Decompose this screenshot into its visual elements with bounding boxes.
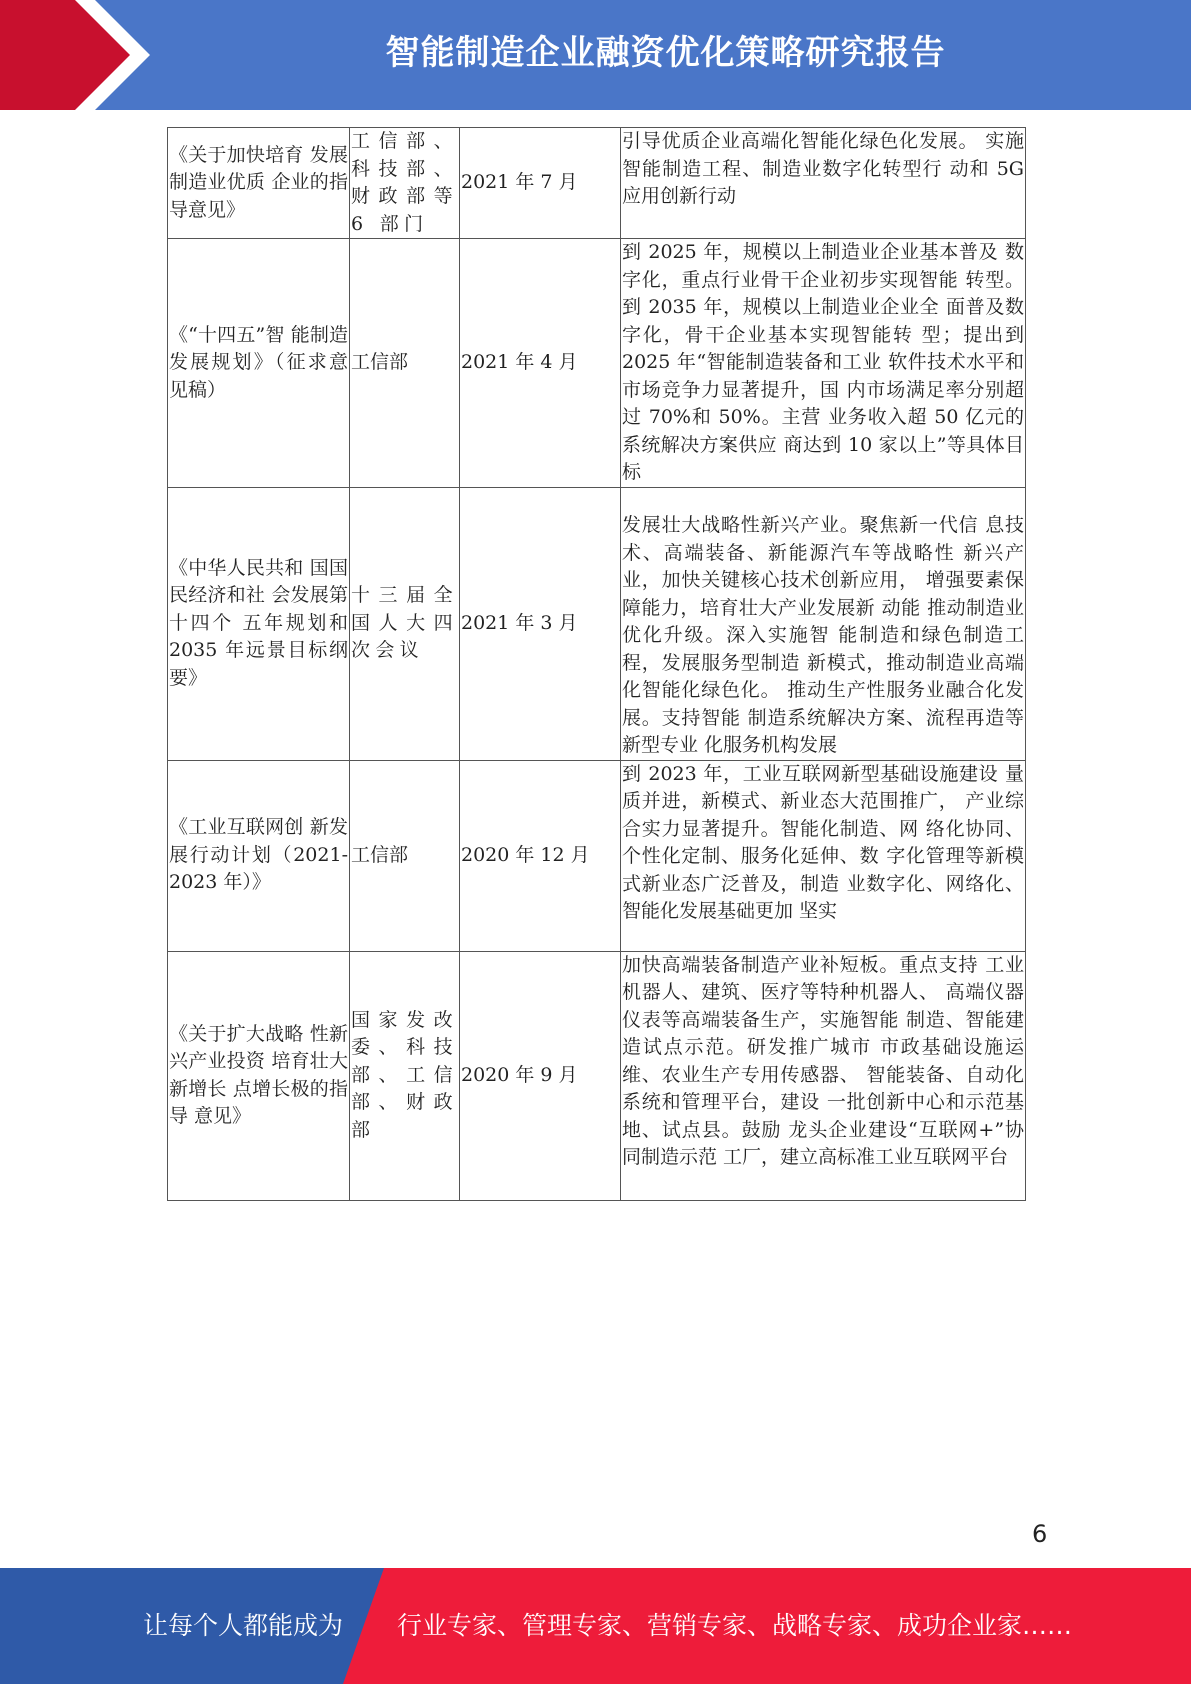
report-title: 智能制造企业融资优化策略研究报告 bbox=[385, 33, 946, 73]
policy-name-cell: 《关于扩大战略 性新兴产业投资 培育壮大新增长 点增长极的指导 意见》 bbox=[168, 951, 350, 1200]
page-number: 6 bbox=[1032, 1520, 1048, 1548]
policy-table bbox=[167, 127, 1026, 1201]
date-cell: 2020 年 12 月 bbox=[460, 760, 621, 951]
table-row bbox=[168, 760, 1026, 951]
content-cell: 发展壮大战略性新兴产业。聚焦新一代信 息技术、高端装备、新能源汽车等战略性 新兴产业，加快关键核心技术创新应用， 增强要素保障能力，培育壮大产业发展新 动能 推动制造业优化升级。深入实施智 能制造和绿色制造工程，发展服务型制造 新模式，推动制造业高端化智能化绿色化。 推动生产性服务业融合化发展。支持智能 制造系统解决方案、流程再造等新型专业 化服务机构发展 bbox=[621, 487, 1026, 760]
content-cell: 到 2025 年，规模以上制造业企业基本普及 数字化，重点行业骨干企业初步实现智能 转型。到 2035 年，规模以上制造业企业全 面普及数字化，骨干企业基本实现智能转 型；提出到 2025 年“智能制造装备和工业 软件技术水平和市场竞争力显著提升，国 内市场满足率分别超过 70%和 50%。主营 业务收入超 50 亿元的系统解决方案供应 商达到 10 家以上”等具体目标 bbox=[621, 239, 1026, 488]
table-row bbox=[168, 128, 1026, 239]
footer-slogan-right: 行业专家、管理专家、营销专家、战略专家、成功企业家…… bbox=[397, 1611, 1073, 1640]
table-row bbox=[168, 487, 1026, 760]
date-cell: 2021 年 4 月 bbox=[460, 239, 621, 488]
content-cell: 到 2023 年，工业互联网新型基础设施建设 量质并进，新模式、新业态大范围推广， 产业综合实力显著提升。智能化制造、网 络化协同、个性化定制、服务化延伸、数 字化管理等新模式新业态广泛普及，制造 业数字化、网络化、智能化发展基础更加 坚实 bbox=[621, 760, 1026, 951]
chevron-arrow-icon bbox=[0, 0, 160, 110]
footer-slogan-left: 让每个人都能成为 bbox=[143, 1611, 344, 1640]
date-cell: 2021 年 7 月 bbox=[460, 128, 621, 239]
policy-name-cell: 《关于加快培育 发展制造业优质 企业的指导意见》 bbox=[168, 128, 350, 239]
issuer-cell: 工信部 bbox=[350, 239, 460, 488]
content-cell: 引导优质企业高端化智能化绿色化发展。 实施智能制造工程、制造业数字化转型行 动和 5G 应用创新行动 bbox=[621, 128, 1026, 239]
issuer-cell: 国家发改委、科技部、工信部、财政部 bbox=[350, 951, 460, 1200]
issuer-cell: 工信部、科技部、财政部等 6 部门 bbox=[350, 128, 460, 239]
date-cell: 2021 年 3 月 bbox=[460, 487, 621, 760]
policy-name-cell: 《工业互联网创 新发展行动计划（2021-2023 年）》 bbox=[168, 760, 350, 951]
policy-name-cell: 《“十四五”智 能制造发展规划》（征求意见稿） bbox=[168, 239, 350, 488]
issuer-cell: 工信部 bbox=[350, 760, 460, 951]
table-row bbox=[168, 951, 1026, 1200]
content-cell: 加快高端装备制造产业补短板。重点支持 工业机器人、建筑、医疗等特种机器人、 高端仪器仪表等高端装备生产，实施智能 制造、智能建造试点示范。研发推广城市 市政基础设施运维、农业生产专用传感器、 智能装备、自动化系统和管理平台，建设 一批创新中心和示范基地、试点县。鼓励 龙头企业建设“互联网+”协同制造示范 工厂，建立高标准工业互联网平台 bbox=[621, 951, 1026, 1200]
policy-name-cell: 《中华人民共和 国国民经济和社 会发展第十四个 五年规划和 2035 年远景目标纲要》 bbox=[168, 487, 350, 760]
issuer-cell: 十三届全国人大四次会议 bbox=[350, 487, 460, 760]
date-cell: 2020 年 9 月 bbox=[460, 951, 621, 1200]
page-footer bbox=[0, 1568, 1191, 1684]
page-header bbox=[0, 0, 1191, 110]
table-row bbox=[168, 239, 1026, 488]
